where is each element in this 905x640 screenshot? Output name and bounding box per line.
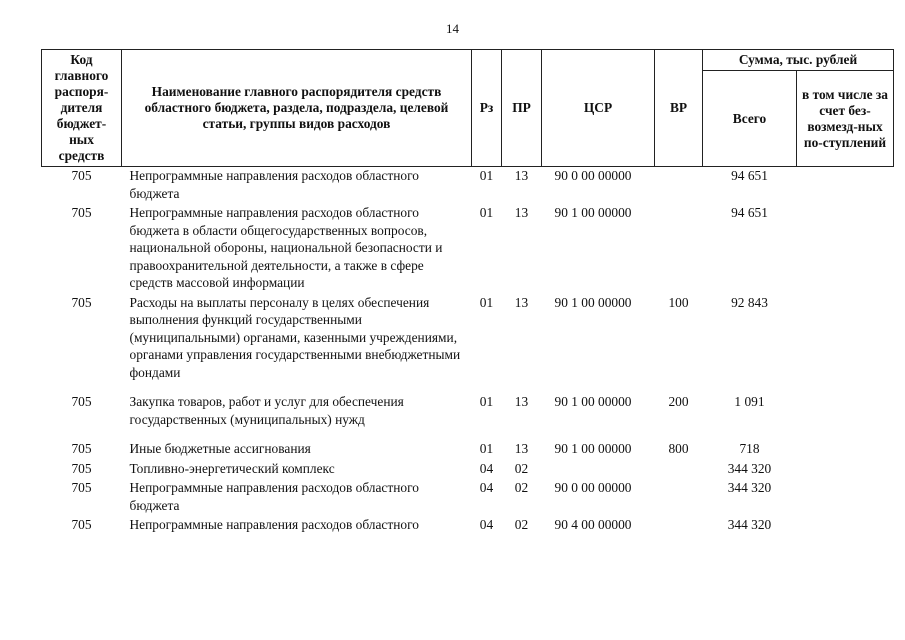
row-code: 705 — [71, 441, 92, 456]
row-total: 94 651 — [731, 168, 768, 183]
row-code: 705 — [71, 460, 92, 476]
table-row — [42, 294, 894, 394]
row-grants — [797, 393, 894, 440]
row-name: Непрограммные направления расходов областного бюджета — [129, 168, 419, 201]
row-pr: 02 — [514, 517, 529, 532]
row-pr: 13 — [514, 168, 529, 183]
row-total: 344 320 — [727, 480, 772, 495]
row-vr — [655, 479, 703, 516]
header-grants: в том числе за счет без-возмезд-ных по-ступлений — [797, 71, 894, 167]
row-pr: 13 — [514, 394, 529, 409]
row-total: 344 320 — [727, 460, 772, 476]
row-csr: 90 0 00 00000 — [554, 480, 632, 495]
row-name: Иные бюджетные ассигнования — [129, 441, 311, 456]
row-grants — [797, 516, 894, 536]
row-csr: 90 1 00 00000 — [554, 294, 632, 310]
row-pr: 02 — [514, 460, 529, 476]
row-vr: 100 — [668, 294, 689, 310]
header-vr: ВР — [655, 50, 703, 167]
row-name: Непрограммные направления расходов областного бюджета в области общегосударственных вопросов, национальной обороны, национальной безопасности и правоохранительной деятельности, а также в сфере средств массовой информации — [129, 205, 443, 290]
row-vr: 200 — [668, 394, 689, 409]
table-body — [42, 167, 894, 536]
row-total: 344 320 — [727, 517, 772, 532]
row-code: 705 — [71, 168, 92, 183]
row-code: 705 — [71, 480, 92, 495]
header-csr: ЦСР — [542, 50, 655, 167]
row-csr: 90 0 00 00000 — [554, 168, 632, 183]
row-rz: 01 — [479, 168, 494, 183]
row-vr — [655, 204, 703, 294]
row-csr: 90 1 00 00000 — [554, 441, 632, 456]
header-pr: ПР — [502, 50, 542, 167]
row-vr — [655, 460, 703, 480]
row-csr: 90 4 00 00000 — [554, 517, 632, 532]
row-total: 1 091 — [734, 394, 765, 409]
row-rz: 04 — [479, 460, 494, 476]
header-name: Наименование главного распорядителя средств областного бюджета, раздела, подраздела, целевой статьи, группы видов расходов — [122, 50, 472, 167]
row-grants — [797, 479, 894, 516]
row-grants — [797, 204, 894, 294]
page-number: 14 — [446, 21, 459, 36]
row-grants — [797, 167, 894, 205]
header-rz: Рз — [472, 50, 502, 167]
row-name: Непрограммные направления расходов областного — [129, 517, 419, 532]
header-sum-title: Сумма, тыс. рублей — [703, 50, 894, 71]
row-pr: 13 — [514, 205, 529, 220]
table-row — [42, 167, 894, 205]
row-grants — [797, 294, 894, 394]
table-row — [42, 393, 894, 440]
row-name: Топливно-энергетический комплекс — [129, 460, 335, 476]
row-total: 92 843 — [731, 294, 768, 310]
header-code: Код главного распоря-дителя бюджет-ных средств — [42, 50, 122, 167]
row-code: 705 — [71, 294, 92, 310]
row-code: 705 — [71, 517, 92, 532]
row-code: 705 — [71, 205, 92, 220]
table-row — [42, 204, 894, 294]
table-row — [42, 440, 894, 460]
row-grants — [797, 460, 894, 480]
table-row — [42, 516, 894, 536]
budget-table — [41, 49, 894, 536]
row-grants — [797, 440, 894, 460]
row-rz: 04 — [479, 480, 494, 495]
row-pr: 13 — [514, 441, 529, 456]
row-csr: 90 1 00 00000 — [554, 394, 632, 409]
row-total: 94 651 — [731, 205, 768, 220]
row-rz: 04 — [479, 517, 494, 532]
row-code: 705 — [71, 394, 92, 409]
row-csr — [542, 460, 655, 480]
row-pr: 02 — [514, 480, 529, 495]
row-name: Закупка товаров, работ и услуг для обеспечения государственных (муниципальных) нужд — [129, 394, 404, 427]
table-row — [42, 460, 894, 480]
row-csr: 90 1 00 00000 — [554, 205, 632, 220]
row-rz: 01 — [479, 441, 494, 456]
row-vr — [655, 516, 703, 536]
header-total: Всего — [703, 71, 797, 167]
row-total: 718 — [739, 441, 760, 456]
row-pr: 13 — [514, 294, 529, 310]
row-rz: 01 — [479, 294, 494, 310]
row-vr: 800 — [668, 441, 689, 456]
table-row — [42, 479, 894, 516]
row-rz: 01 — [479, 205, 494, 220]
row-name: Расходы на выплаты персоналу в целях обеспечения выполнения функций государственными (муниципальными) органами, казенными учреждениями, органами управления государственными внебюджетными фондами — [129, 294, 461, 380]
row-name: Непрограммные направления расходов областного бюджета — [129, 480, 419, 513]
row-vr — [655, 167, 703, 205]
row-rz: 01 — [479, 394, 494, 409]
